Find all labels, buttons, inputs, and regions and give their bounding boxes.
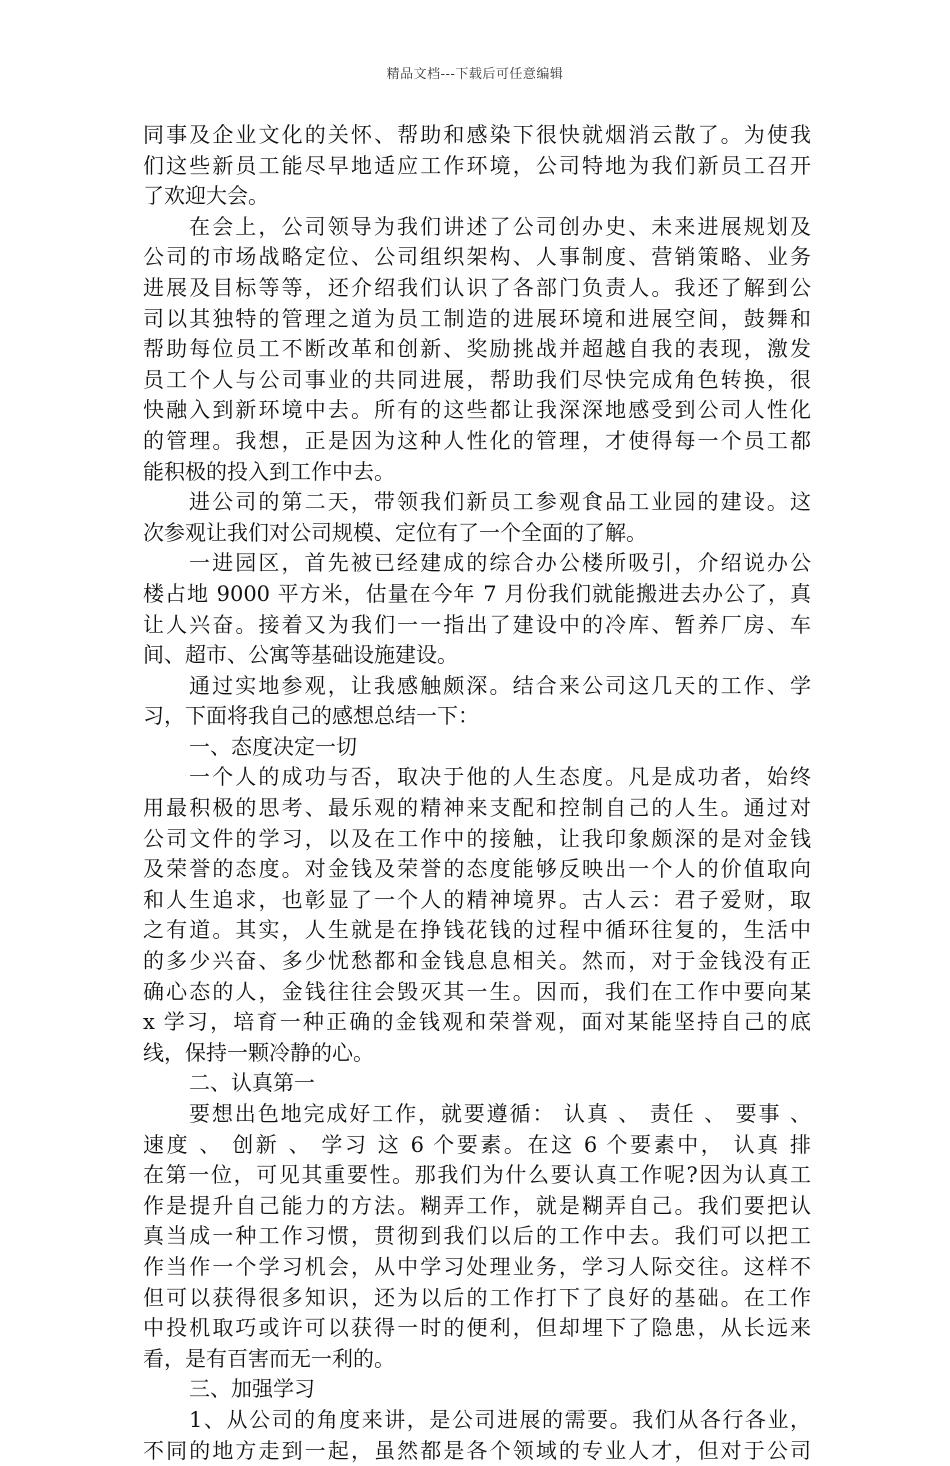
document-body: [143, 120, 811, 1466]
paragraph-line: 次参观让我们对公司规模、定位有了一个全面的了解。: [143, 520, 647, 545]
paragraph-line: 和人生追求，也彰显了一个人的精神境界。古人云：君子爱财，取: [143, 887, 811, 912]
paragraph-line: 同事及企业文化的关怀、帮助和感染下很快就烟消云散了。为使我: [143, 123, 811, 147]
paragraph-line: 楼占地 9000 平方米，估量在今年 7 月份我们就能搬进去办公了，真: [143, 581, 811, 606]
paragraph-line: 1、从公司的角度来讲，是公司进展的需要。我们从各行各业，: [189, 1407, 811, 1432]
paragraph-line: 进展及目标等等，还介绍我们认识了各部门负责人。我还了解到公: [143, 275, 811, 300]
paragraph-line: 员工个人与公司事业的共同进展，帮助我们尽快完成角色转换，很: [143, 367, 811, 392]
paragraph-line: 能积极的投入到工作中去。: [143, 459, 395, 484]
paragraph-line: 一个人的成功与否，取决于他的人生态度。凡是成功者，始终: [189, 765, 811, 790]
paragraph-line: 快融入到新环境中去。所有的这些都让我深深地感受到公司人性化: [143, 398, 811, 423]
paragraph-line: 看，是有百害而无一利的。: [143, 1346, 395, 1371]
section-heading-line: 二、认真第一: [189, 1071, 315, 1096]
paragraph-line: 用最积极的思考、最乐观的精神来支配和控制自己的人生。通过对: [143, 796, 811, 821]
section-heading-line: 三、加强学习: [189, 1377, 315, 1402]
paragraph-line: 在会上，公司领导为我们讲述了公司创办史、未来进展规划及: [189, 214, 811, 239]
paragraph-line: 不同的地方走到一起，虽然都是各个领域的专业人才，但对于公司: [143, 1438, 811, 1463]
paragraph-line: 及荣誉的态度。对金钱及荣誉的态度能够反映出一个人的价值取向: [143, 857, 811, 882]
paragraph-line: 要想出色地完成好工作，就要遵循： 认真 、 责任 、 要事 、: [189, 1102, 811, 1126]
paragraph-line: 了欢迎大会。: [143, 184, 269, 209]
paragraph-line: 一进园区，首先被已经建成的综合办公楼所吸引，介绍说办公: [189, 551, 811, 576]
paragraph-line: 公司文件的学习，以及在工作中的接触，让我印象颇深的是对金钱: [143, 826, 811, 851]
paragraph-line: 让人兴奋。接着又为我们一一指出了建设中的冷库、暂养厂房、车: [143, 612, 811, 637]
paragraph-line: 习，下面将我自己的感想总结一下：: [143, 704, 479, 729]
paragraph-line: 公司的市场战略定位、公司组织架构、人事制度、营销策略、业务: [143, 245, 811, 270]
paragraph-line: 之有道。其实，人生就是在挣钱花钱的过程中循环往复的，生活中: [143, 918, 811, 943]
page-header: 精品文档---下载后可任意编辑: [386, 67, 564, 82]
paragraph-line: 线，保持一颗冷静的心。: [143, 1040, 374, 1065]
paragraph-line: 作当作一个学习机会，从中学习处理业务，学习人际交往。这样不: [143, 1254, 811, 1279]
paragraph-line: 的多少兴奋、多少忧愁都和金钱息息相关。然而，对于金钱没有正: [143, 949, 811, 974]
paragraph-line: 中投机取巧或许可以获得一时的便利，但却埋下了隐患，从长远来: [143, 1316, 811, 1341]
paragraph-line: x 学习，培育一种正确的金钱观和荣誉观，面对某能坚持自己的底: [143, 1010, 811, 1035]
paragraph-line: 通过实地参观，让我感触颇深。结合来公司这几天的工作、学: [189, 673, 811, 698]
paragraph-line: 作是提升自己能力的方法。糊弄工作，就是糊弄自己。我们要把认: [143, 1193, 811, 1218]
paragraph-line: 速度 、 创新 、 学习 这 6 个要素。在这 6 个要素中， 认真 排: [143, 1132, 811, 1157]
paragraph-line: 司以其独特的管理之道为员工制造的进展环境和进展空间，鼓舞和: [143, 306, 811, 331]
paragraph-line: 的管理。我想，正是因为这种人性化的管理，才使得每一个员工都: [143, 428, 811, 453]
paragraph-line: 们这些新员工能尽早地适应工作环境，公司特地为我们新员工召开: [143, 153, 811, 178]
paragraph-line: 在第一位，可见其重要性。那我们为什么要认真工作呢?因为认真工: [143, 1163, 811, 1188]
paragraph-line: 真当成一种工作习惯，贯彻到我们以后的工作中去。我们可以把工: [143, 1224, 811, 1249]
paragraph-line: 间、超市、公寓等基础设施建设。: [143, 643, 458, 668]
paragraph-line: 帮助每位员工不断改革和创新、奖励挑战并超越自我的表现，激发: [143, 337, 811, 362]
paragraph-line: 进公司的第二天，带领我们新员工参观食品工业园的建设。这: [189, 490, 811, 515]
paragraph-line: 但可以获得很多知识，还为以后的工作打下了良好的基础。在工作: [143, 1285, 811, 1310]
section-heading-line: 一、态度决定一切: [189, 734, 357, 759]
paragraph-line: 确心态的人，金钱往往会毁灭其一生。因而，我们在工作中要向某: [143, 979, 811, 1004]
